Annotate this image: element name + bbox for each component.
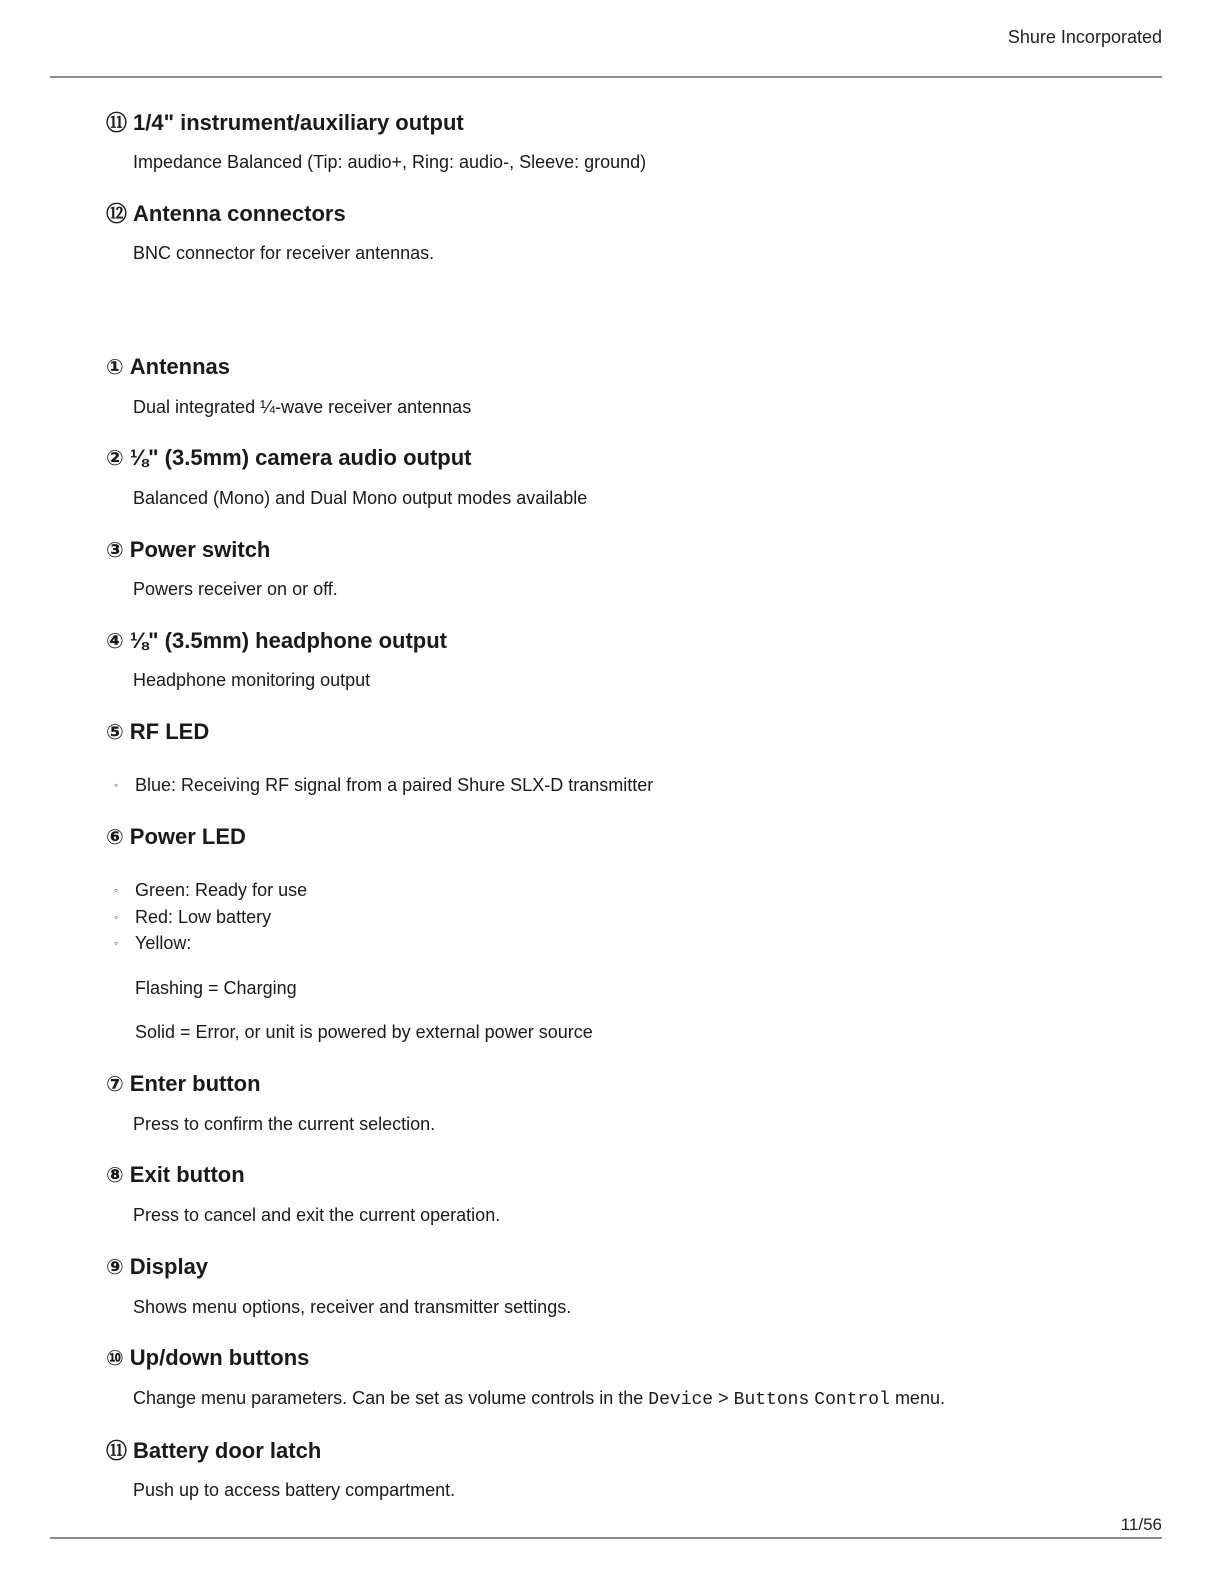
callout-number: ③ — [106, 539, 124, 562]
section-title: ⑪ Battery door latch — [106, 1438, 322, 1463]
section-title: ⑦ Enter button — [106, 1071, 261, 1096]
section-description: Press to cancel and exit the current operation. — [133, 1205, 501, 1225]
section-title: ⑤ RF LED — [106, 719, 210, 744]
section-description: Press to confirm the current selection. — [133, 1114, 436, 1134]
section-camera-audio-output — [106, 445, 472, 472]
section-title: ③ Power switch — [106, 537, 271, 562]
section-power-switch — [106, 537, 270, 564]
section-instrument-output — [106, 110, 464, 137]
section-exit-button — [106, 1162, 245, 1189]
menu-path-separator: > — [718, 1388, 729, 1408]
section-power-led — [106, 824, 246, 851]
section-description: BNC connector for receiver antennas. — [133, 243, 435, 263]
section-title: ② ⅛" (3.5mm) camera audio output — [106, 445, 472, 470]
section-title: ① Antennas — [106, 354, 231, 379]
header-divider — [50, 76, 1162, 78]
callout-number: ① — [106, 356, 124, 379]
list-item: ◦ Green: Ready for use — [114, 880, 308, 900]
section-title: ⑧ Exit button — [106, 1162, 245, 1187]
menu-path-device: Device — [648, 1390, 714, 1410]
section-title: ⑥ Power LED — [106, 824, 246, 849]
callout-number: ④ — [106, 630, 124, 653]
section-antenna-connectors — [106, 201, 346, 228]
section-description: Headphone monitoring output — [133, 670, 371, 690]
page-number: 11/56 — [1120, 1515, 1162, 1534]
callout-number: ⑧ — [106, 1164, 124, 1187]
section-description: Balanced (Mono) and Dual Mono output modes available — [133, 488, 588, 508]
section-antennas — [106, 354, 230, 381]
list-item: ◦ Red: Low battery — [114, 907, 272, 927]
menu-path-control: Control — [814, 1390, 890, 1410]
bullet-icon: ◦ — [114, 910, 119, 924]
section-description: Impedance Balanced (Tip: audio+, Ring: audio-, Sleeve: ground) — [133, 152, 647, 172]
section-description: Change menu parameters. Can be set as volume controls in the Device > Buttons Control menu. — [133, 1388, 945, 1410]
callout-number: ⑪ — [106, 1440, 127, 1463]
section-enter-button — [106, 1071, 261, 1098]
bullet-icon: ◦ — [114, 778, 119, 792]
callout-number: ② — [106, 447, 124, 470]
section-title: ⑨ Display — [106, 1254, 209, 1279]
section-battery-door-latch — [106, 1438, 321, 1465]
section-description: Dual integrated ¼-wave receiver antennas — [133, 397, 472, 417]
callout-number: ⑨ — [106, 1256, 124, 1279]
section-title: ⑪ 1/4" instrument/auxiliary output — [106, 110, 464, 135]
callout-number: ⑥ — [106, 826, 124, 849]
section-updown-buttons — [106, 1345, 309, 1372]
list-item: ◦ Blue: Receiving RF signal from a paired Shure SLX-D transmitter — [114, 775, 654, 795]
callout-number: ⑤ — [106, 721, 124, 744]
section-title: ⑩ Up/down buttons — [106, 1345, 310, 1370]
section-description: Powers receiver on or off. — [133, 579, 338, 599]
bullet-icon: ◦ — [114, 936, 119, 950]
callout-number: ⑩ — [106, 1347, 124, 1370]
section-rf-led — [106, 719, 209, 746]
section-description: Shows menu options, receiver and transmitter settings. — [133, 1297, 572, 1317]
bullet-icon: ◦ — [114, 883, 119, 897]
section-title: ④ ⅛" (3.5mm) headphone output — [106, 628, 447, 653]
yellow-state-flashing: Flashing = Charging — [135, 978, 297, 998]
callout-number: ⑫ — [106, 203, 127, 226]
section-headphone-output — [106, 628, 447, 655]
callout-number: ⑪ — [106, 112, 127, 135]
callout-number: ⑦ — [106, 1073, 124, 1096]
section-description: Push up to access battery compartment. — [133, 1480, 456, 1500]
section-display — [106, 1254, 208, 1281]
menu-path-buttons: Buttons — [733, 1390, 810, 1410]
list-item: ◦ Yellow: — [114, 933, 192, 953]
header-company: Shure Incorporated — [1007, 27, 1162, 47]
section-title: ⑫ Antenna connectors — [106, 201, 346, 226]
yellow-state-solid: Solid = Error, or unit is powered by external power source — [135, 1022, 593, 1042]
footer-divider — [50, 1537, 1162, 1539]
